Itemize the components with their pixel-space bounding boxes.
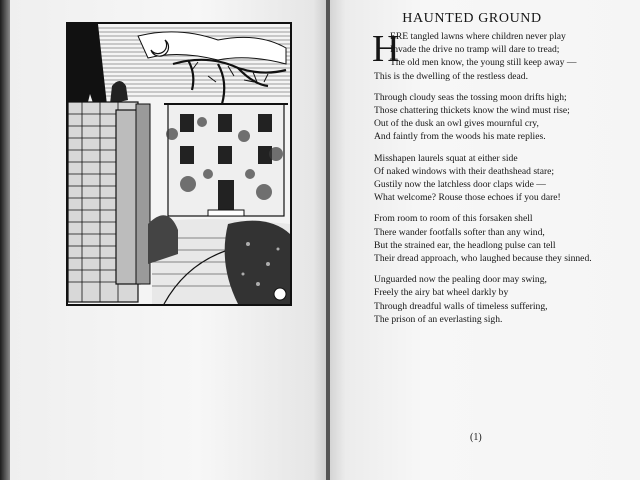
haunted-house-illustration (66, 22, 292, 306)
book-edge (0, 0, 10, 480)
poem-line: Misshapen laurels squat at either side (374, 152, 518, 164)
page-number: (1) (470, 432, 482, 443)
poem-line: But the strained ear, the headlong pulse can tell (374, 239, 556, 251)
poem-line: There wander footfalls softer than any wind, (374, 226, 545, 238)
poem-line: What welcome? Rouse those echoes if you dare! (374, 192, 561, 204)
stanza (374, 152, 630, 205)
poem-line: Unguarded now the pealing door may swing, (374, 274, 547, 286)
stanza (374, 273, 630, 326)
poem-line: Those chattering thickets know the wind must rise; (374, 105, 570, 117)
poem-line: The prison of an everlasting sigh. (374, 313, 503, 325)
stanza (374, 30, 630, 83)
poem-title: HAUNTED GROUND (402, 11, 542, 26)
poem-line: Invade the drive no tramp will dare to tread; (390, 44, 560, 56)
poem-line: ERE tangled lawns where children never play (390, 31, 566, 42)
poem-line: And faintly from the woods his mate replies. (374, 131, 546, 143)
poem-line: Freely the airy bat wheel darkly by (374, 287, 509, 299)
poem-line: Through cloudy seas the tossing moon drifts high; (374, 91, 567, 103)
poem-line: Gustily now the latchless door claps wide — (374, 179, 546, 191)
stanza (374, 91, 630, 144)
poem-body (374, 30, 630, 334)
poem-line: From room to room of this forsaken shell (374, 213, 533, 225)
poem-line: Out of the dusk an owl gives mournful cry, (374, 118, 539, 130)
drop-cap: H (372, 28, 400, 70)
poem-line: Of naked windows with their deathshead stare; (374, 165, 555, 177)
poem-line: This is the dwelling of the restless dead. (374, 70, 529, 82)
poem-line: Their dread approach, who laughed because they sinned. (374, 253, 592, 265)
poem-line: Through dreadful walls of timeless suffering, (374, 300, 548, 312)
stanza (374, 212, 630, 265)
poem-line: The old men know, the young still keep away — (390, 57, 577, 69)
